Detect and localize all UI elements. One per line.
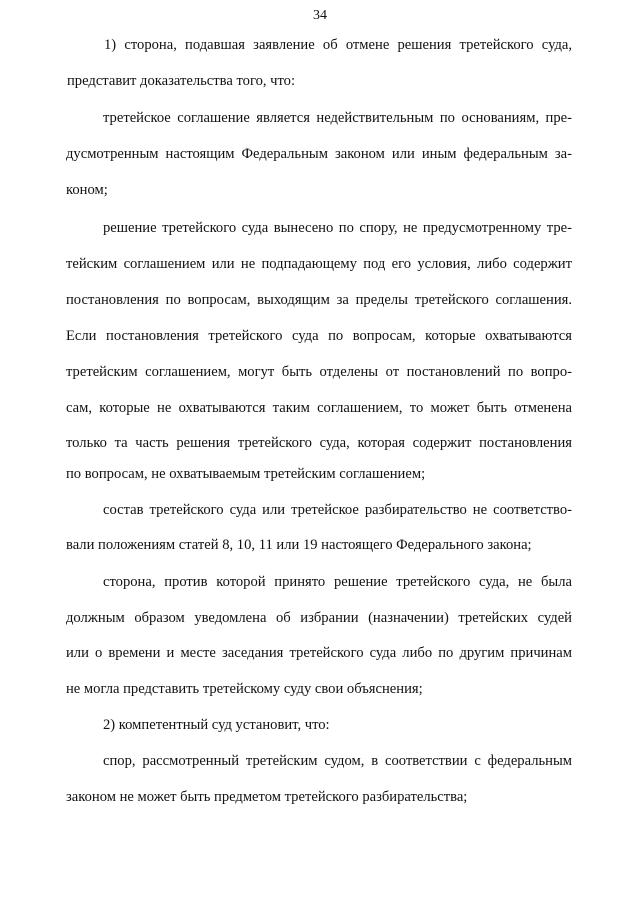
text-line: законом не может быть предметом третейского разбирательства; xyxy=(66,789,468,805)
text-line: решение третейского суда вынесено по спору, не предусмотренному тре- xyxy=(103,220,572,236)
text-line: сам, которые не охватываются таким соглашением, то может быть отменена xyxy=(66,400,572,416)
text-line: 2) компетентный суд установит, что: xyxy=(103,717,330,733)
text-line: или о времени и месте заседания третейского суда либо по другим причинам xyxy=(66,645,572,661)
text-line: должным образом уведомлена об избрании (назначении) третейских судей xyxy=(66,610,572,626)
text-line: третейское соглашение является недействительным по основаниям, пре- xyxy=(103,110,572,126)
text-line: коном; xyxy=(66,182,108,198)
text-line: тейским соглашением или не подпадающему под его условия, либо содержит xyxy=(66,256,572,272)
text-line: спор, рассмотренный третейским судом, в соответствии с федеральным xyxy=(103,753,572,769)
text-line: состав третейского суда или третейское разбирательство не соответство- xyxy=(103,502,572,518)
page-number: 34 xyxy=(313,8,327,23)
text-line: третейским соглашением, могут быть отделены от постановлений по вопро- xyxy=(66,364,572,380)
text-line: только та часть решения третейского суда, которая содержит постановления xyxy=(66,435,572,451)
text-line: вали положениям статей 8, 10, 11 или 19 настоящего Федерального закона; xyxy=(66,537,532,553)
text-line: 1) сторона, подавшая заявление об отмене решения третейского суда, xyxy=(104,37,572,53)
text-line: Если постановления третейского суда по вопросам, которые охватываются xyxy=(66,328,572,344)
text-line: дусмотренным настоящим Федеральным законом или иным федеральным за- xyxy=(66,146,572,162)
text-line: не могла представить третейскому суду свои объяснения; xyxy=(66,681,423,697)
text-line: сторона, против которой принято решение третейского суда, не была xyxy=(103,574,572,590)
text-line: представит доказательства того, что: xyxy=(67,73,296,89)
text-line: постановления по вопросам, выходящим за пределы третейского соглашения. xyxy=(66,292,572,308)
text-line: по вопросам, не охватываемым третейским соглашением; xyxy=(66,466,426,482)
